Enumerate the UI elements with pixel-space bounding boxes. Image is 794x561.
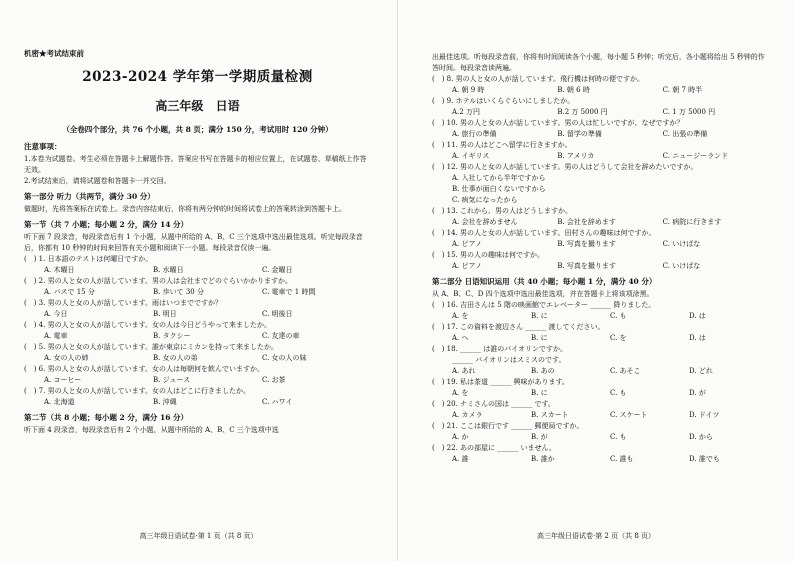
answer-option[interactable]: B. 誰か (531, 455, 555, 463)
answer-options (432, 366, 768, 377)
part2-heading: 第二部分 日语知识运用（共 40 小题；每小题 1 分，满分 40 分） (432, 277, 657, 286)
answer-option[interactable]: B. 水曜日 (153, 266, 184, 274)
question-stem: ( ) 13. これから、男の人はどうしますか。 (432, 207, 573, 215)
answer-option[interactable]: A. 電車 (44, 332, 68, 340)
answer-option[interactable]: B. ジュース (153, 376, 191, 384)
answer-option[interactable]: A. 朝 9 時 (452, 86, 485, 94)
section2-intro: 听下面 4 段录音，每段录音后有 2 个小题，从题中所给的 A、B、C 三个选项中选 (24, 426, 279, 434)
answer-options (432, 410, 768, 421)
question-stem: ( ) 12. 男の人と女の人が話しています。男の人はどうして会社を辞めたいですか。 (432, 163, 698, 171)
question-stem: ( ) 14. 男の人と女の人が話しています。田村さんの趣味は何ですか。 (432, 229, 656, 237)
note-item: 2.考试结束后，请将试题卷和答题卡一并交回。 (24, 177, 171, 185)
question-stem: ( ) 17. この資料を渡辺さん ______ 渡してください。 (432, 323, 605, 331)
answer-option[interactable]: B. 仕事が面白くないですから (452, 185, 546, 193)
answer-option[interactable]: A. 旅行の準備 (452, 130, 497, 138)
answer-option[interactable]: B. 明日 (153, 310, 177, 318)
answer-option[interactable]: D. ドイツ (689, 411, 720, 419)
section1-heading: 第一节（共 7 小题；每小题 2 分，满分 14 分） (24, 220, 189, 229)
answer-option[interactable]: C. 友達の車 (262, 332, 300, 340)
exam-title: 2023-2024 学年第一学期质量检测 (82, 69, 313, 85)
answer-option[interactable]: A. 今日 (44, 310, 68, 318)
answer-option[interactable]: B. 会社を辞めます (557, 218, 616, 226)
answer-option[interactable]: D. から (689, 433, 713, 441)
question-stem: ( ) 15. 男の人の趣味は何ですか。 (432, 251, 545, 259)
answer-option[interactable]: A. ピアノ (452, 240, 482, 248)
answer-option[interactable]: C. を (610, 334, 627, 342)
answer-options (24, 309, 371, 320)
answer-option[interactable]: B. が (531, 433, 548, 441)
answer-options (24, 331, 371, 342)
section2-heading: 第二节（共 8 小题；每小题 2 分，满分 16 分） (24, 413, 189, 422)
answer-option[interactable]: C. 病院に行きます (662, 218, 722, 226)
answer-option[interactable]: B. に (531, 334, 548, 342)
answer-option[interactable]: B. 留学の準備 (557, 130, 602, 138)
exam-info: （全卷四个部分，共 76 个小题，共 8 页；满分 150 分，考试用时 120 分钟） (62, 125, 333, 134)
answer-option[interactable]: A. 入社してから半年ですから (452, 174, 546, 182)
answer-option[interactable]: B. あの (531, 367, 555, 375)
answer-option[interactable]: C. ハワイ (262, 398, 293, 406)
answer-option[interactable]: B. タクシー (153, 332, 191, 340)
answer-option[interactable]: C. ニュージーランド (662, 152, 729, 160)
answer-option[interactable]: C. いけばな (662, 240, 701, 248)
answer-options (432, 217, 768, 228)
answer-option[interactable]: D. が (689, 389, 706, 397)
answer-option[interactable]: B. 女の人の弟 (153, 354, 198, 362)
answer-option[interactable]: C. 女の人の妹 (262, 354, 307, 362)
answer-options (24, 397, 371, 408)
answer-option[interactable]: C. 出張の準備 (662, 130, 708, 138)
question-stem: ( ) 3. 男の人と女の人が話しています。雨はいつまでですか？ (24, 299, 223, 307)
answer-options (432, 333, 768, 344)
question-sub-line: ______ バイオリンはスミスのです。 (452, 356, 566, 364)
answer-options (432, 454, 768, 465)
answer-option[interactable]: A. 木曜日 (44, 266, 75, 274)
right-page (397, 0, 794, 561)
question-stem: ( ) 18. ______ は誰のバイオリンですか。 (432, 345, 568, 353)
answer-option[interactable]: D. どれ (689, 367, 713, 375)
answer-option[interactable]: C. 誰も (610, 455, 634, 463)
answer-option[interactable]: B. に (531, 389, 548, 397)
answer-option[interactable]: B. 沖縄 (153, 398, 177, 406)
answer-option[interactable]: A. あれ (452, 367, 476, 375)
answer-option[interactable]: B. 写真を撮ります (557, 262, 616, 270)
part2-intro: 从 A、B、C、D 四个选项中选出最佳选项，并在答题卡上将该项涂黑。 (432, 290, 654, 298)
answer-option[interactable]: A. バスで 15 分 (44, 288, 95, 296)
answer-options (432, 261, 768, 272)
section1-intro: 听下面 7 段录音，每段录音后有 1 个小题，从题中所给的 A、B、C 三个选项中选出最佳选项。听完每段录音后，你都有 10 秒钟的时间来回答有关小题和阅读下一小题。每段录音仅读一遍。 (24, 233, 363, 252)
answer-options (24, 353, 371, 364)
answer-option[interactable]: A. コーヒー (44, 376, 82, 384)
part1-intro: 做题时，先将答案标在试卷上。录音内容结束后，你将有两分钟的时间将试卷上的答案转涂到答题卡上。 (24, 205, 346, 213)
answer-option[interactable]: A. 会社を辞めません (452, 218, 518, 226)
answer-option[interactable]: C. スケート (610, 411, 648, 419)
answer-option[interactable]: C. 明後日 (262, 310, 293, 318)
answer-option[interactable]: C. 1 万 5000 円 (662, 108, 716, 116)
answer-options (24, 265, 371, 276)
answer-option[interactable]: C. も (610, 433, 627, 441)
answer-option[interactable]: B. スカート (531, 411, 569, 419)
answer-option[interactable]: B. 朝 6 時 (557, 86, 590, 94)
part1-heading: 第一部分 听力（共两节，满分 30 分） (24, 192, 155, 201)
answer-options (24, 375, 371, 386)
answer-option[interactable]: B. 歩いて 30 分 (153, 288, 204, 296)
answer-options (432, 388, 768, 399)
answer-option[interactable]: C. いけばな (662, 262, 701, 270)
answer-options (24, 287, 371, 298)
answer-options (432, 107, 768, 118)
answer-option[interactable]: B.2 万 5000 円 (557, 108, 608, 116)
answer-option[interactable]: A. を (452, 312, 469, 320)
answer-option[interactable]: A. 誰 (452, 455, 469, 463)
answer-options (432, 85, 768, 96)
note-item: 1.本卷为试题卷。考生必须在答题卡上解题作答。答案应书写在答题卡的相应位置上，在试题卷、草稿纸上作答无效。 (24, 155, 367, 174)
section2-intro-cont: 出最佳选项。听每段录音前，你将有时间阅读各个小题，每小题 5 秒钟；听完后，各小题将给出 5 秒钟的作答时间。每段录音读两遍。 (432, 53, 765, 72)
answer-option[interactable]: C. あそこ (610, 367, 641, 375)
answer-option[interactable]: A. ピアノ (452, 262, 482, 270)
answer-option[interactable]: A. 女の人の姉 (44, 354, 89, 362)
question-stem: ( ) 7. 男の人と女の人が話しています。女の人はどこに行きましたか。 (24, 387, 251, 395)
answer-option[interactable]: A. へ (452, 334, 469, 342)
answer-options (432, 311, 768, 322)
answer-option[interactable]: D. は (689, 334, 706, 342)
answer-option[interactable]: C. も (610, 389, 627, 397)
answer-option[interactable]: A. か (452, 433, 469, 441)
answer-options (432, 239, 768, 250)
question-stem: ( ) 19. 私は茶道 ______ 興味があります。 (432, 378, 569, 386)
answer-options (432, 151, 768, 162)
question-stem: ( ) 2. 男の人と女の人が話しています。男の人は会社までどのぐらいかかりますか。 (24, 277, 293, 285)
question-stem: ( ) 6. 男の人と女の人が話しています。女の人は毎朝何を飲んでいますか。 (24, 365, 265, 373)
question-stem: ( ) 16. 吉田さんは 5 階の映画館でエレベーター ______ 降りました。 (432, 301, 656, 309)
answer-option[interactable]: B. に (531, 312, 548, 320)
answer-option[interactable]: A. カメラ (452, 411, 483, 419)
left-question-list (24, 254, 371, 408)
question-stem: ( ) 9. ホテルはいくらぐらいにしましたか。 (432, 97, 575, 105)
page-footer: 高三年级日语试卷·第 1 页（共 8 页） (139, 532, 258, 540)
answer-option[interactable]: A. を (452, 389, 469, 397)
answer-option[interactable]: D. 誰でも (689, 455, 720, 463)
answer-option[interactable]: B. 写真を撮ります (557, 240, 616, 248)
question-stem: ( ) 21. ここは銀行です ______ 郵便局ですか。 (432, 422, 584, 430)
question-stem: ( ) 20. ナミさんの国は ______ です。 (432, 400, 555, 408)
answer-option[interactable]: A.2 万円 (452, 108, 480, 116)
answer-option[interactable]: A. 北海道 (44, 398, 75, 406)
question-stem: ( ) 11. 男の人はどこへ留学に行きますか。 (432, 141, 572, 149)
answer-option[interactable]: A. イギリス (452, 152, 490, 160)
answer-option[interactable]: D. は (689, 312, 706, 320)
grammar-question-list (432, 300, 768, 465)
right-question-list (432, 74, 768, 272)
question-stem: ( ) 1. 日本語のテストは何曜日ですか。 (24, 255, 153, 263)
answer-option[interactable]: C. 朝 7 時半 (662, 86, 703, 94)
notes-heading: 注意事项： (24, 142, 62, 151)
exam-subtitle: 高三年级 日语 (155, 99, 240, 113)
question-stem: ( ) 4. 男の人と女の人が話しています。女の人は今日どうやって来ましたか。 (24, 321, 272, 329)
answer-option[interactable]: C. お茶 (262, 376, 286, 384)
answer-option[interactable]: C. 金曜日 (262, 266, 293, 274)
page-footer: 高三年级日语试卷·第 2 页（共 8 页） (536, 532, 656, 540)
answer-option[interactable]: C. 電車で 1 時間 (262, 288, 316, 296)
answer-option[interactable]: C. も (610, 312, 627, 320)
answer-option[interactable]: C. 病気になったから (452, 196, 518, 204)
question-stem: ( ) 22. あの部屋に ______ いません。 (432, 444, 556, 452)
answer-options (432, 432, 768, 443)
question-stem: ( ) 5. 男の人と女の人が話しています。誰が東京にミカンを持って来ましたか。 (24, 343, 279, 351)
question-stem: ( ) 8. 男の人と女の人が話しています。飛行機は何時の便ですか。 (432, 75, 645, 83)
answer-option[interactable]: B. アメリカ (557, 152, 595, 160)
question-stem: ( ) 10. 男の人と女の人が話しています。男の人は忙しいですが、なぜですか？ (432, 119, 684, 127)
answer-options (432, 129, 768, 140)
confidential-mark: 机密★考试结束前 (24, 49, 84, 58)
